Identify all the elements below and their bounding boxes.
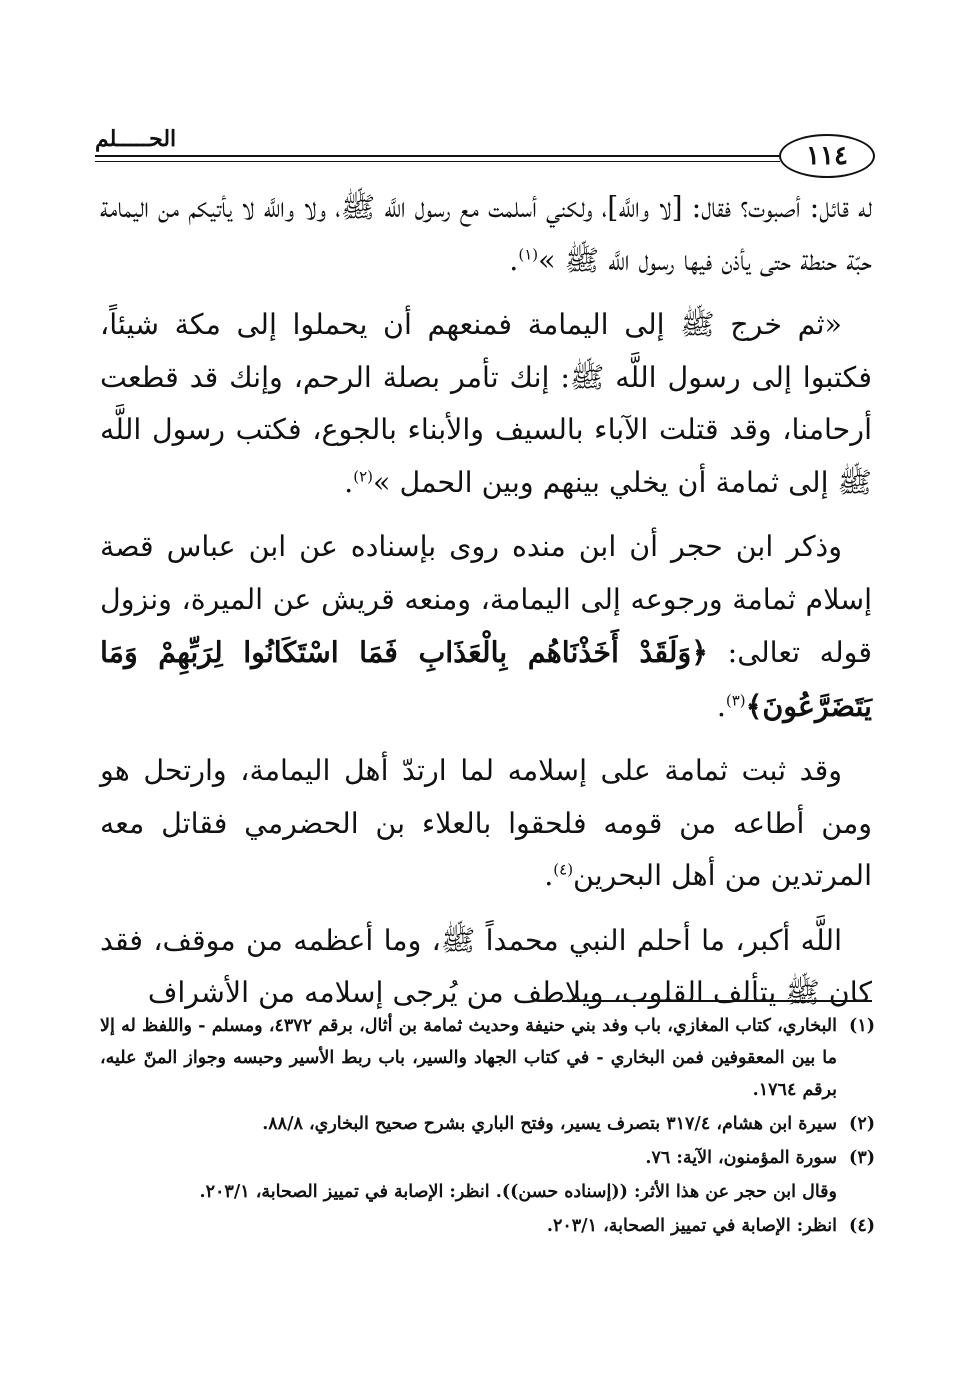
footnote-text: سورة المؤمنون، الآية: ٧٦. — [645, 1148, 837, 1168]
footnote-text: البخاري، كتاب المغازي، باب وفد بني حنيفة وحديث ثمامة بن أثال، برقم ٤٣٧٢، ومسلم - واللفظ له إلا ما بين المعقوفين فمن البخاري - في كتاب الجهاد والسير، باب ربط الأسير وحبسه وجواز المنّ عليه، برقم ١٧٦٤. — [100, 1016, 837, 1100]
footnote-number: (١) — [849, 1016, 875, 1036]
paragraph-2 — [100, 299, 872, 509]
header-rule-thin — [95, 161, 780, 162]
footnote-ref-2[interactable]: (٢) — [353, 467, 373, 485]
footnote-number: (٣) — [849, 1148, 875, 1168]
page-number: ١١٤ — [779, 134, 875, 178]
footnote-3-continuation — [100, 1176, 875, 1208]
footnote-number: (٢) — [849, 1114, 875, 1134]
footnote-1 — [100, 1010, 875, 1106]
footnote-text: سيرة ابن هشام، ٣١٧/٤ بتصرف يسير، وفتح الباري بشرح صحيح البخاري، ٨٨/٨. — [262, 1114, 837, 1134]
paragraph-3 — [100, 521, 872, 733]
header-rule — [95, 155, 780, 157]
paragraph-2-end: . — [344, 465, 354, 499]
paragraph-5 — [100, 915, 872, 1020]
footnote-number: (٤) — [849, 1216, 875, 1236]
paragraph-5-text: اللَّه أكبر، ما أحلم النبي محمداً ﷺ، وما أعظمه من موقف، فقد كان ﷺ يتألف القلوب، ويلاطف من يُرجى إسلامه من الأشراف — [100, 923, 872, 1009]
footnote-number — [837, 1176, 875, 1208]
page-header — [95, 128, 875, 188]
footnote-separator — [562, 1000, 872, 1002]
footnote-ref-1[interactable]: (١) — [518, 245, 539, 263]
footnotes — [100, 1010, 875, 1244]
footnote-4 — [100, 1210, 875, 1242]
footnote-ref-4[interactable]: (٤) — [553, 860, 574, 879]
paragraph-1-text: له قائل: أصبوت؟ فقال: [لا واللَّه]، ولكني أسلمت مع رسول اللَّه ﷺ، ولا واللَّه لا يأتيكم من اليمامة حبّة حنطة حتى يأذن فيها رسول اللَّه ﷺ » — [100, 191, 872, 277]
paragraph-4-end: . — [544, 859, 554, 892]
paragraph-1-end: . — [509, 243, 519, 277]
paragraph-2-text: «ثم خرج ﷺ إلى اليمامة فمنعهم أن يحملوا إلى مكة شيئاً، فكتبوا إلى رسول اللَّه ﷺ: إنك تأمر بصلة الرحم، وإنك قد قطعت أرحامنا، وقد قتلت الآباء بالسيف والأبناء بالجوع، فكتب رسول اللَّه ﷺ إلى ثمامة أن يخلي بينهم وبين الحمل » — [100, 308, 872, 499]
paragraph-4 — [100, 745, 872, 903]
paragraph-3-text: وذكر ابن حجر أن ابن منده روى بإسناده عن ابن عباس قصة إسلام ثمامة ورجوعه إلى اليمامة، ومنعه قريش عن الميرة، ونزول قوله تعالى: — [100, 530, 872, 669]
footnote-3 — [100, 1142, 875, 1174]
footnote-text: وقال ابن حجر عن هذا الأثر: ((إسناده حسن)). انظر: الإصابة في تمييز الصحابة، ٢٠٣/١. — [199, 1182, 837, 1202]
paragraph-3-end: . — [716, 689, 726, 723]
footnote-ref-3[interactable]: (٣) — [725, 691, 746, 709]
body-text — [100, 182, 872, 1032]
paragraph-1 — [100, 182, 872, 287]
footnote-2 — [100, 1108, 875, 1140]
paragraph-4-text: وقد ثبت ثمامة على إسلامه لما ارتدّ أهل اليمامة، وارتحل هو ومن أطاعه من قومه فلحقوا بالعلاء بن الحضرمي فقاتل معه المرتدين من أهل البحرين — [100, 754, 872, 892]
running-title: الحـــــلم — [95, 126, 177, 152]
footnote-text: انظر: الإصابة في تمييز الصحابة، ٢٠٣/١. — [546, 1216, 837, 1236]
quran-verse: ﴿وَلَقَدْ أَخَذْنَاهُم بِالْعَذَابِ فَمَا اسْتَكَانُوا لِرَبِّهِمْ وَمَا يَتَضَرَّعُونَ﴾ — [100, 635, 872, 723]
